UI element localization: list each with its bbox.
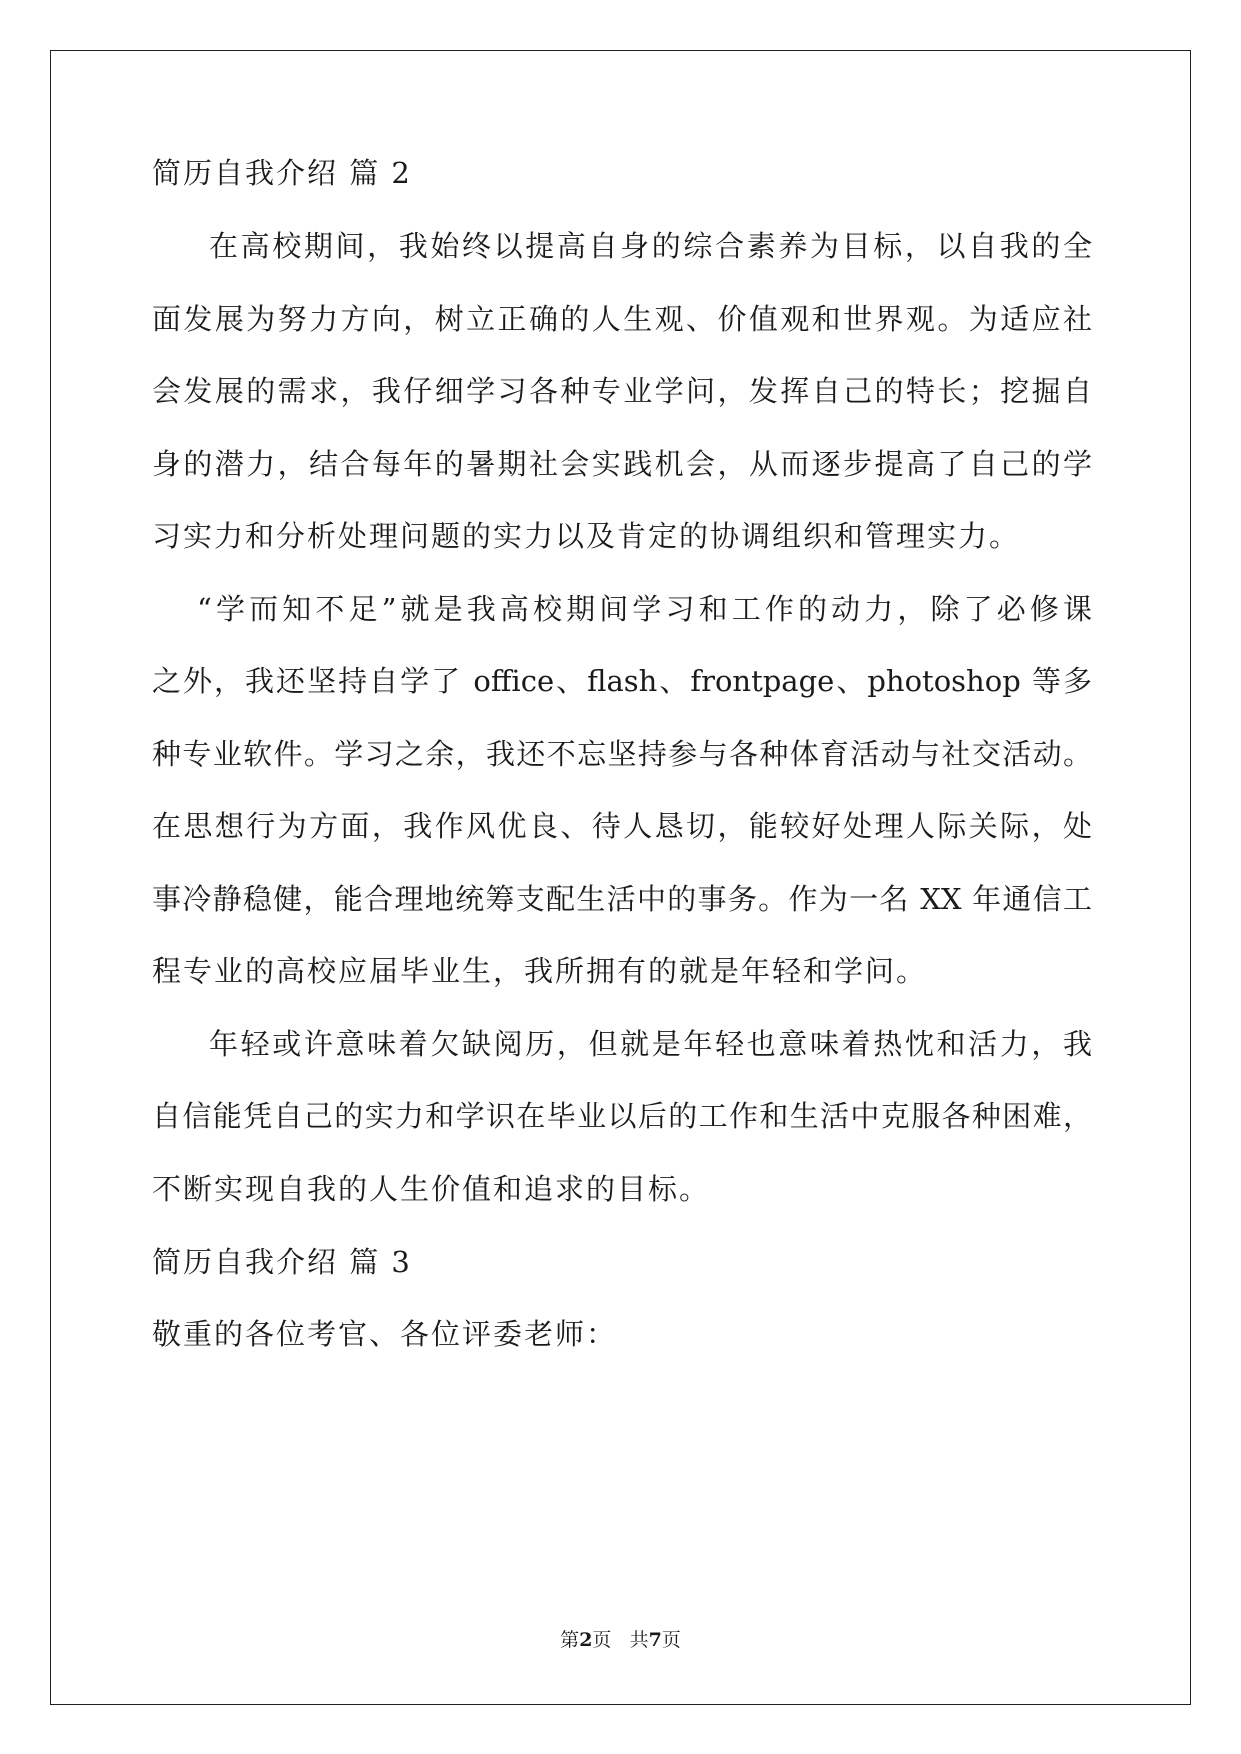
paragraph-1-line-5: 习实力和分析处理问题的实力以及肯定的协调组织和管理实力。 — [152, 519, 1021, 553]
page-border — [50, 50, 1191, 1705]
paragraph-3-line-1: 年轻或许意味着欠缺阅历，但就是年轻也意味着热忱和活力，我 — [209, 1027, 1092, 1061]
footer-page-unit: 页 — [592, 1629, 612, 1651]
paragraph-3-line-2: 自信能凭自己的实力和学识在毕业以后的工作和生活中克服各种困难， — [152, 1099, 1092, 1133]
current-page-number: 2 — [579, 1629, 593, 1651]
paragraph-1-line-3: 会发展的需求，我仔细学习各种专业学问，发挥自己的特长；挖掘自 — [152, 374, 1092, 408]
footer-total-prefix: 共 — [629, 1629, 649, 1651]
paragraph-1-line-4: 身的潜力，结合每年的暑期社会实践机会，从而逐步提高了自己的学 — [152, 447, 1092, 481]
paragraph-2-line-5: 事冷静稳健，能合理地统筹支配生活中的事务。作为一名 XX 年通信工 — [152, 882, 1092, 916]
paragraph-3-line-3: 不断实现自我的人生价值和追求的目标。 — [152, 1172, 711, 1206]
footer-total-unit: 页 — [661, 1629, 681, 1651]
paragraph-2-line-3: 种专业软件。学习之余，我还不忘坚持参与各种体育活动与社交活动。 — [152, 737, 1092, 771]
paragraph-2-line-1: “学而知不足”就是我高校期间学习和工作的动力，除了必修课 — [197, 592, 1092, 626]
page-number-footer — [0, 1628, 1241, 1652]
total-page-count: 7 — [648, 1629, 662, 1651]
paragraph-2-line-6: 程专业的高校应届毕业生，我所拥有的就是年轻和学问。 — [152, 954, 928, 988]
paragraph-2-line-2: 之外，我还坚持自学了 office、flash、frontpage、photoshop 等多 — [152, 664, 1092, 698]
section-heading: 简历自我介绍 篇 2 — [152, 156, 412, 190]
paragraph-1-line-1: 在高校期间，我始终以提高自身的综合素养为目标，以自我的全 — [209, 229, 1092, 263]
footer-prefix: 第 — [560, 1629, 580, 1651]
salutation: 敬重的各位考官、各位评委老师： — [152, 1317, 618, 1351]
paragraph-1-line-2: 面发展为努力方向，树立正确的人生观、价值观和世界观。为适应社 — [152, 302, 1092, 336]
paragraph-2-line-4: 在思想行为方面，我作风优良、待人恳切，能较好处理人际关际，处 — [152, 809, 1092, 843]
section-heading: 简历自我介绍 篇 3 — [152, 1245, 412, 1279]
